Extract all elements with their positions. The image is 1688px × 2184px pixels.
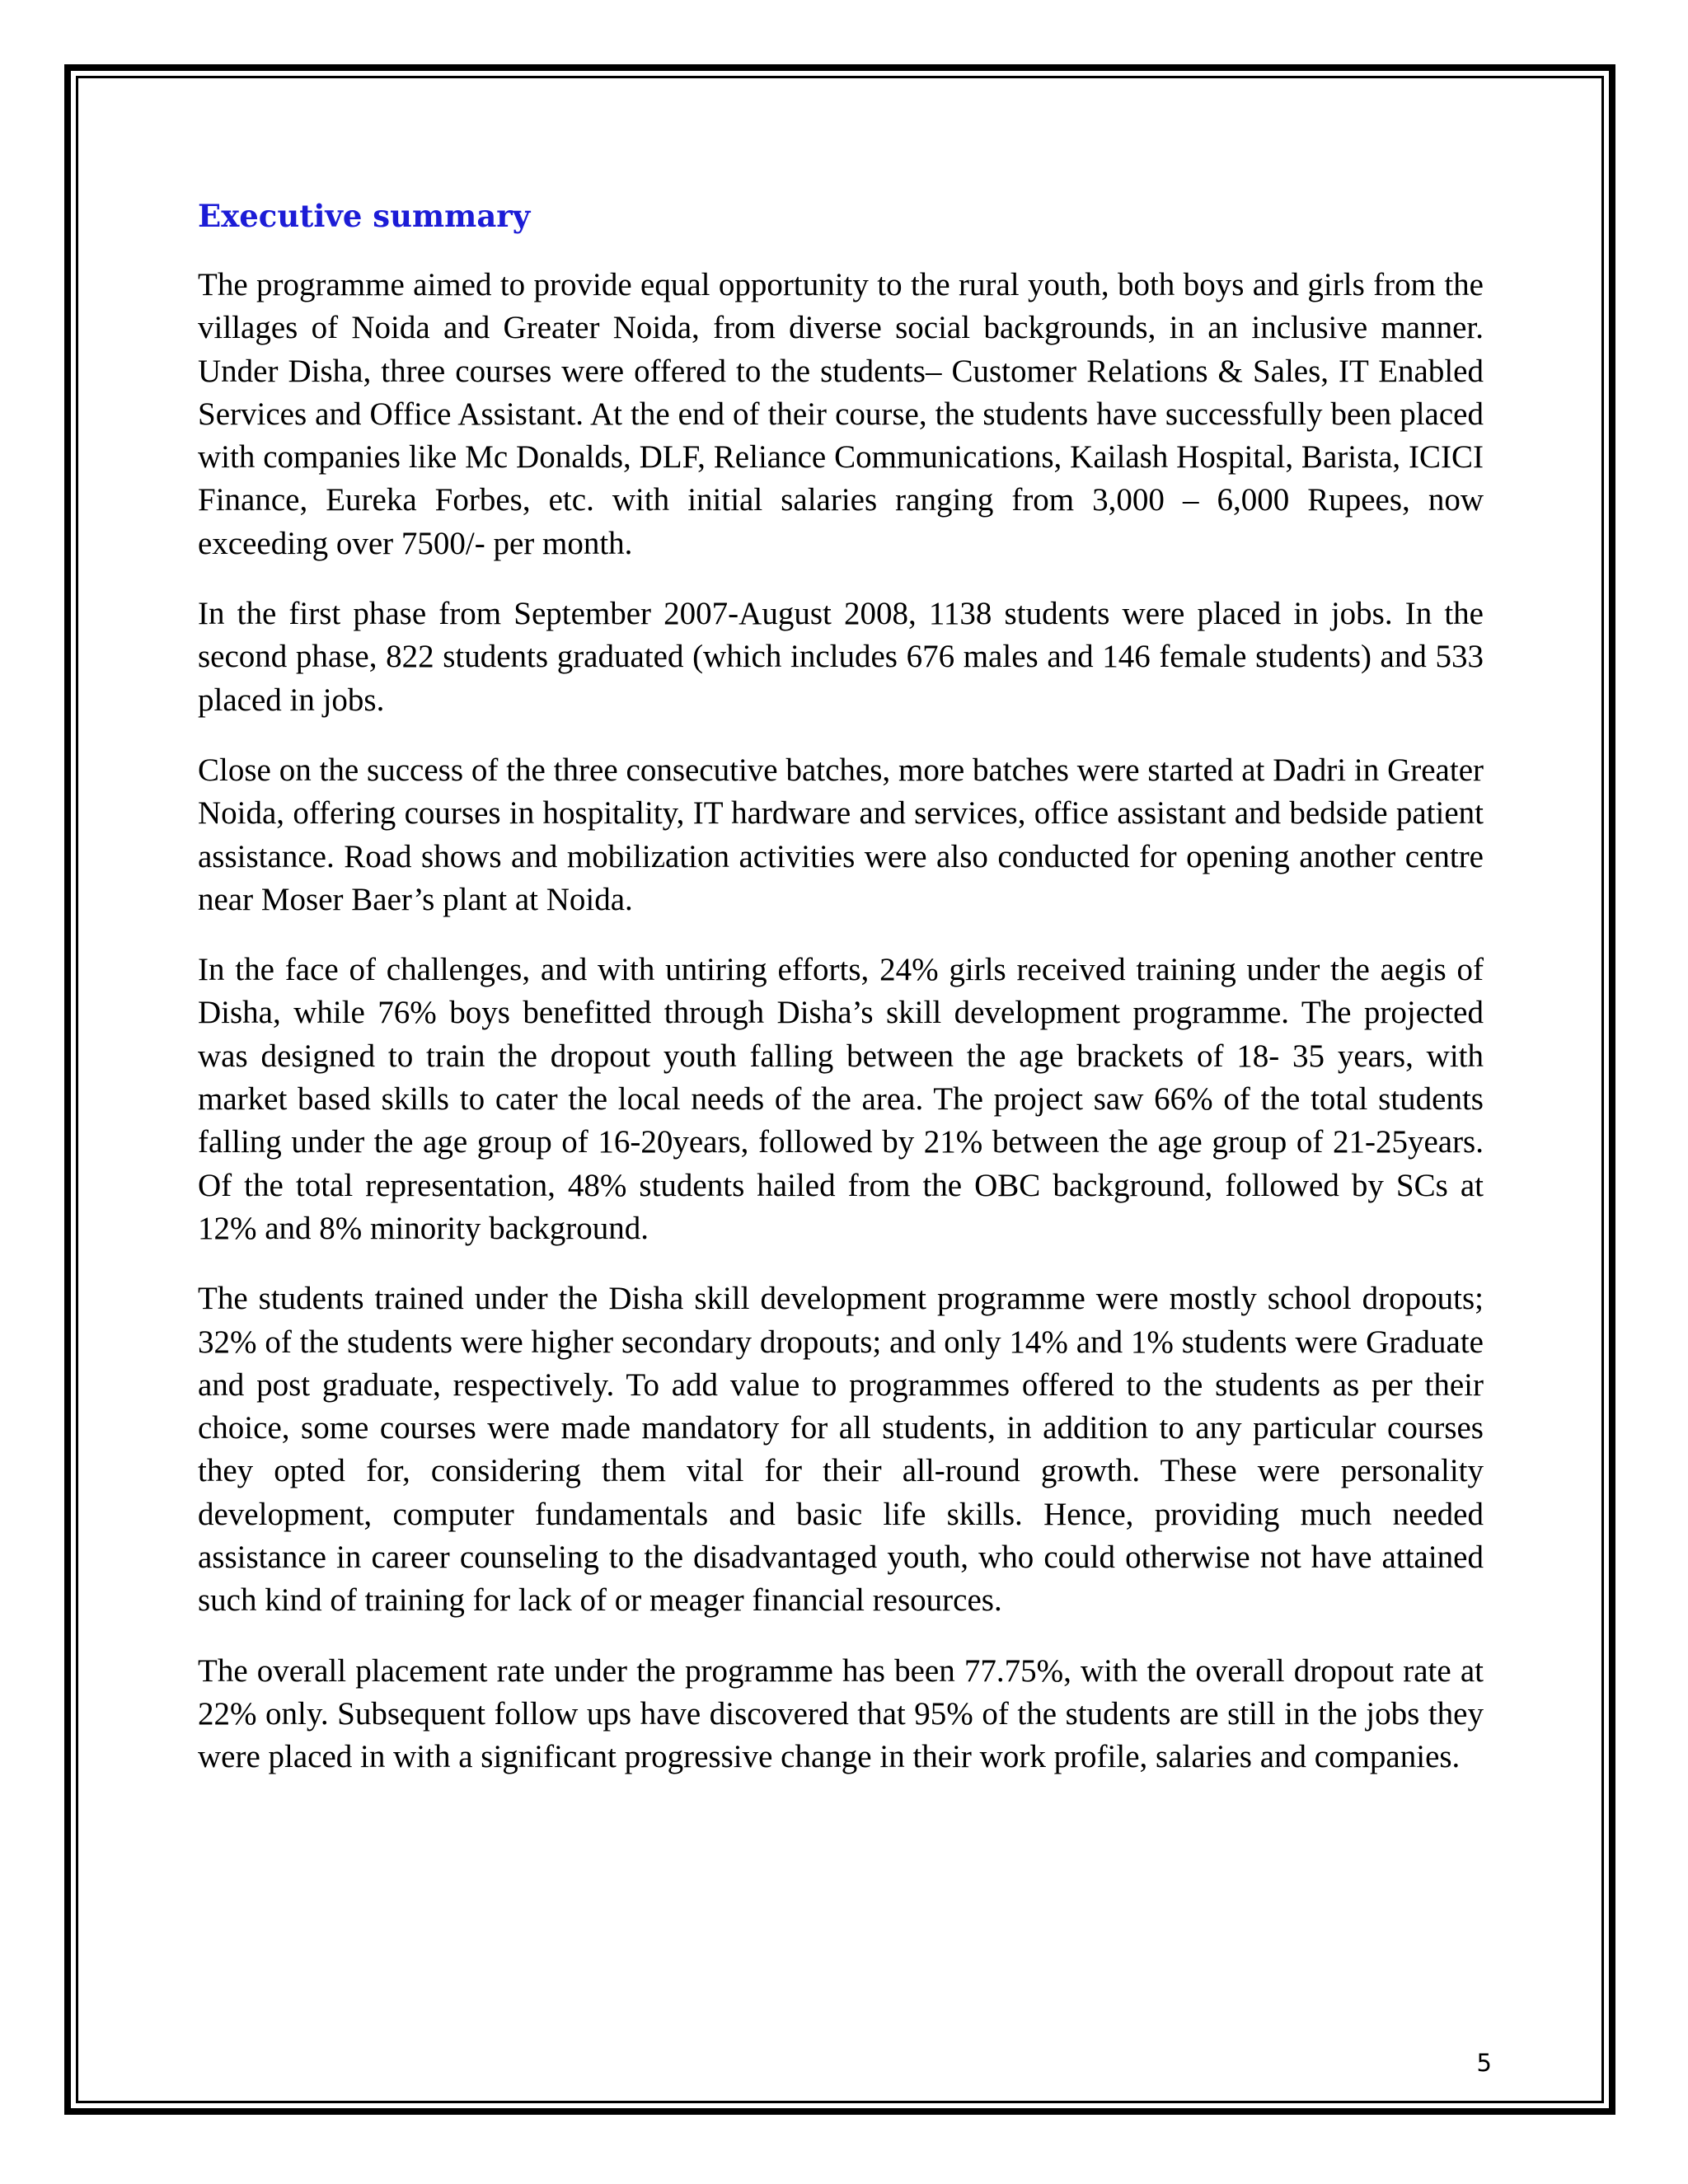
- document-body: [198, 191, 1484, 1807]
- paragraph-demographics: In the face of challenges, and with untiring efforts, 24% girls received training under the aegis of Disha, while 76% boys benefitted through Disha’s skill development programme. The projected was designed to train the dropout youth falling between the age brackets of 18- 35 years, with market based skills to cater the local needs of the area. The project saw 66% of the total students falling under the age group of 16-20years, followed by 21% between the age group of 21-25years. Of the total representation, 48% students hailed from the OBC background, followed by SCs at 12% and 8% minority background.: [198, 952, 1484, 1246]
- paragraph-placement-phases: In the first phase from September 2007-August 2008, 1138 students were placed in jobs. In the second phase, 822 students graduated (which includes 676 males and 146 female students) and 533 placed in jobs.: [198, 596, 1484, 718]
- paragraph-programme-overview: The programme aimed to provide equal opportunity to the rural youth, both boys and girls from the villages of Noida and Greater Noida, from diverse social backgrounds, in an inclusive manner. Under Disha, three courses were offered to the students– Customer Relations & Sales, IT Enabled Services and Office Assistant. At the end of their course, the students have successfully been placed with companies like Mc Donalds, DLF, Reliance Communications, Kailash Hospital, Barista, ICICI Finance, Eureka Forbes, etc. with initial salaries ranging from 3,000 – 6,000 Rupees, now exceeding over 7500/- per month.: [198, 267, 1484, 561]
- paragraph-placement-rate: The overall placement rate under the programme has been 77.75%, with the overall dropout rate at 22% only. Subsequent follow ups have discovered that 95% of the students are still in the jobs they were placed in with a significant progressive change in their work profile, salaries and companies.: [198, 1652, 1484, 1775]
- paragraph-education-background: The students trained under the Disha skill development programme were mostly school dropouts; 32% of the students were higher secondary dropouts; and only 14% and 1% students were Graduate and post graduate, respectively. To add value to programmes offered to the students as per their choice, some courses were made mandatory for all students, in addition to any particular courses they opted for, considering them vital for their all-round growth. These were personality development, computer fundamentals and basic life skills. Hence, providing much needed assistance in career counseling to the disadvantaged youth, who could otherwise not have attained such kind of training for lack of or meager financial resources.: [198, 1281, 1484, 1619]
- page-number: 5: [1476, 2049, 1492, 2077]
- section-heading: Executive summary: [198, 198, 531, 234]
- paragraph-new-batches: Close on the success of the three consecutive batches, more batches were started at Dadri in Greater Noida, offering courses in hospitality, IT hardware and services, office assistant and bedside patient assistance. Road shows and mobilization activities were also conducted for opening another centre near Moser Baer’s plant at Noida.: [198, 752, 1484, 917]
